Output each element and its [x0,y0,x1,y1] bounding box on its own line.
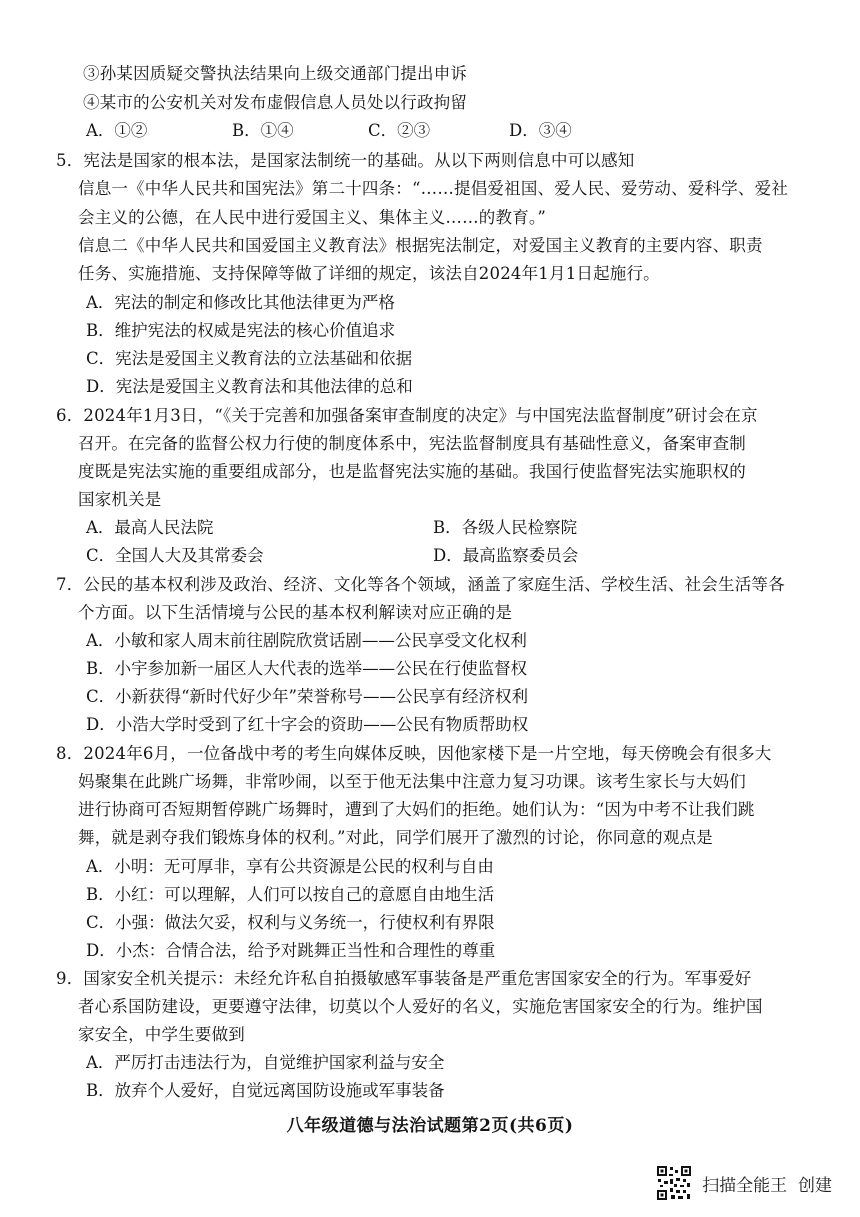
q8-option-a: A．小明：无可厚非，享有公共资源是公民的权利与自由 [86,857,494,876]
q8-stem-line2: 妈聚集在此跳广场舞，非常吵闹，以至于他无法集中注意力复习功课。该考生家长与大妈们 [78,772,746,791]
watermark-text: 扫描全能王 创建 [702,1175,832,1196]
q6-option-c: C．全国人大及其常委会 [86,546,264,565]
scanner-watermark [656,1165,832,1201]
q5-option-c: C．宪法是爱国主义教育法的立法基础和依据 [86,349,413,368]
q7-option-a: A．小敏和家人周末前往剧院欣赏话剧——公民享受文化权利 [86,631,527,650]
q7-option-d: D．小浩大学时受到了红十字会的资助——公民有物质帮助权 [86,715,529,734]
q5-stem: 5．宪法是国家的根本法，是国家法制统一的基础。从以下两则信息中可以感知 [56,151,635,170]
q5-info1-line1: 信息一《中华人民共和国宪法》第二十四条：“……提倡爱祖国、爱人民、爱劳动、爱科学、爱社 [78,179,789,198]
q8-option-d: D．小杰：合情合法，给予对跳舞正当性和合理性的尊重 [86,941,496,960]
q9-stem-line3: 家安全，中学生要做到 [78,1025,245,1044]
q9-option-a: A．严厉打击违法行为，自觉维护国家利益与安全 [86,1053,445,1072]
q8-option-c: C．小强：做法欠妥，权利与义务统一，行使权利有界限 [86,913,495,932]
q7-option-c: C．小新获得“新时代好少年”荣誉称号——公民享有经济权利 [86,687,528,706]
q9-stem-line2: 者心系国防建设，更要遵守法律，切莫以个人爱好的名义，实施危害国家安全的行为。维护国 [78,997,763,1016]
q8-stem-line1: 8．2024年6月，一位备战中考的考生向媒体反映，因他家楼下是一片空地，每天傍晚会有很多大 [56,744,772,763]
q9-option-b: B．放弃个人爱好，自觉远离国防设施或军事装备 [86,1081,445,1100]
q5-info2-line1: 信息二《中华人民共和国爱国主义教育法》根据宪法制定，对爱国主义教育的主要内容、职责 [78,236,763,255]
q6-option-d: D．最高监察委员会 [433,546,579,565]
q6-stem-line2: 召开。在完备的监督公权力行使的制度体系中，宪法监督制度具有基础性意义，备案审查制 [78,434,746,453]
q8-stem-line4: 舞，就是剥夺我们锻炼身体的权利。”对此，同学们展开了激烈的讨论，你同意的观点是 [78,828,713,847]
q4-option-b: B．①④ [232,121,294,140]
q6-stem-line1: 6．2024年1月3日，“《关于完善和加强备案审查制度的决定》与中国宪法监督制度”研讨会在京 [56,406,758,425]
q5-info2-line2: 任务、实施措施、支持保障等做了详细的规定，该法自2024年1月1日起施行。 [78,264,660,283]
qr-code-icon [656,1165,692,1201]
q4-option-d: D．③④ [509,121,572,140]
q4-item-3: ③孙某因质疑交警执法结果向上级交通部门提出申诉 [83,64,468,83]
q7-stem-line1: 7．公民的基本权利涉及政治、经济、文化等各个领域，涵盖了家庭生活、学校生活、社会生活等各 [56,575,785,594]
q6-option-b: B．各级人民检察院 [433,518,578,537]
q8-stem-line3: 进行协商可否短期暂停跳广场舞时，遭到了大妈们的拒绝。她们认为：“因为中考不让我们跳 [78,800,755,819]
q5-option-d: D．宪法是爱国主义教育法和其他法律的总和 [86,377,413,396]
page-footer: 八年级道德与法治试题第2页(共6页) [286,1116,574,1136]
q6-stem-line3: 度既是宪法实施的重要组成部分，也是监督宪法实施的基础。我国行使监督宪法实施职权的 [78,462,746,481]
q4-item-4: ④某市的公安机关对发布虚假信息人员处以行政拘留 [83,93,468,112]
q8-option-b: B．小红：可以理解，人们可以按自己的意愿自由地生活 [86,885,495,904]
q7-option-b: B．小宇参加新一届区人大代表的选举——公民在行使监督权 [86,659,528,678]
q9-stem-line1: 9．国家安全机关提示：未经允许私自拍摄敏感军事装备是严重危害国家安全的行为。军事爱好 [56,969,752,988]
q7-stem-line2: 个方面。以下生活情境与公民的基本权利解读对应正确的是 [78,603,513,622]
q4-option-c: C．②③ [368,121,431,140]
q6-stem-line4: 国家机关是 [78,490,162,509]
q5-option-b: B．维护宪法的权威是宪法的核心价值追求 [86,321,396,340]
q5-option-a: A．宪法的制定和修改比其他法律更为严格 [86,293,395,312]
q4-option-a: A．①② [86,121,148,140]
q6-option-a: A．最高人民法院 [86,518,214,537]
q5-info1-line2: 会主义的公德，在人民中进行爱国主义、集体主义……的教育。” [78,208,546,227]
